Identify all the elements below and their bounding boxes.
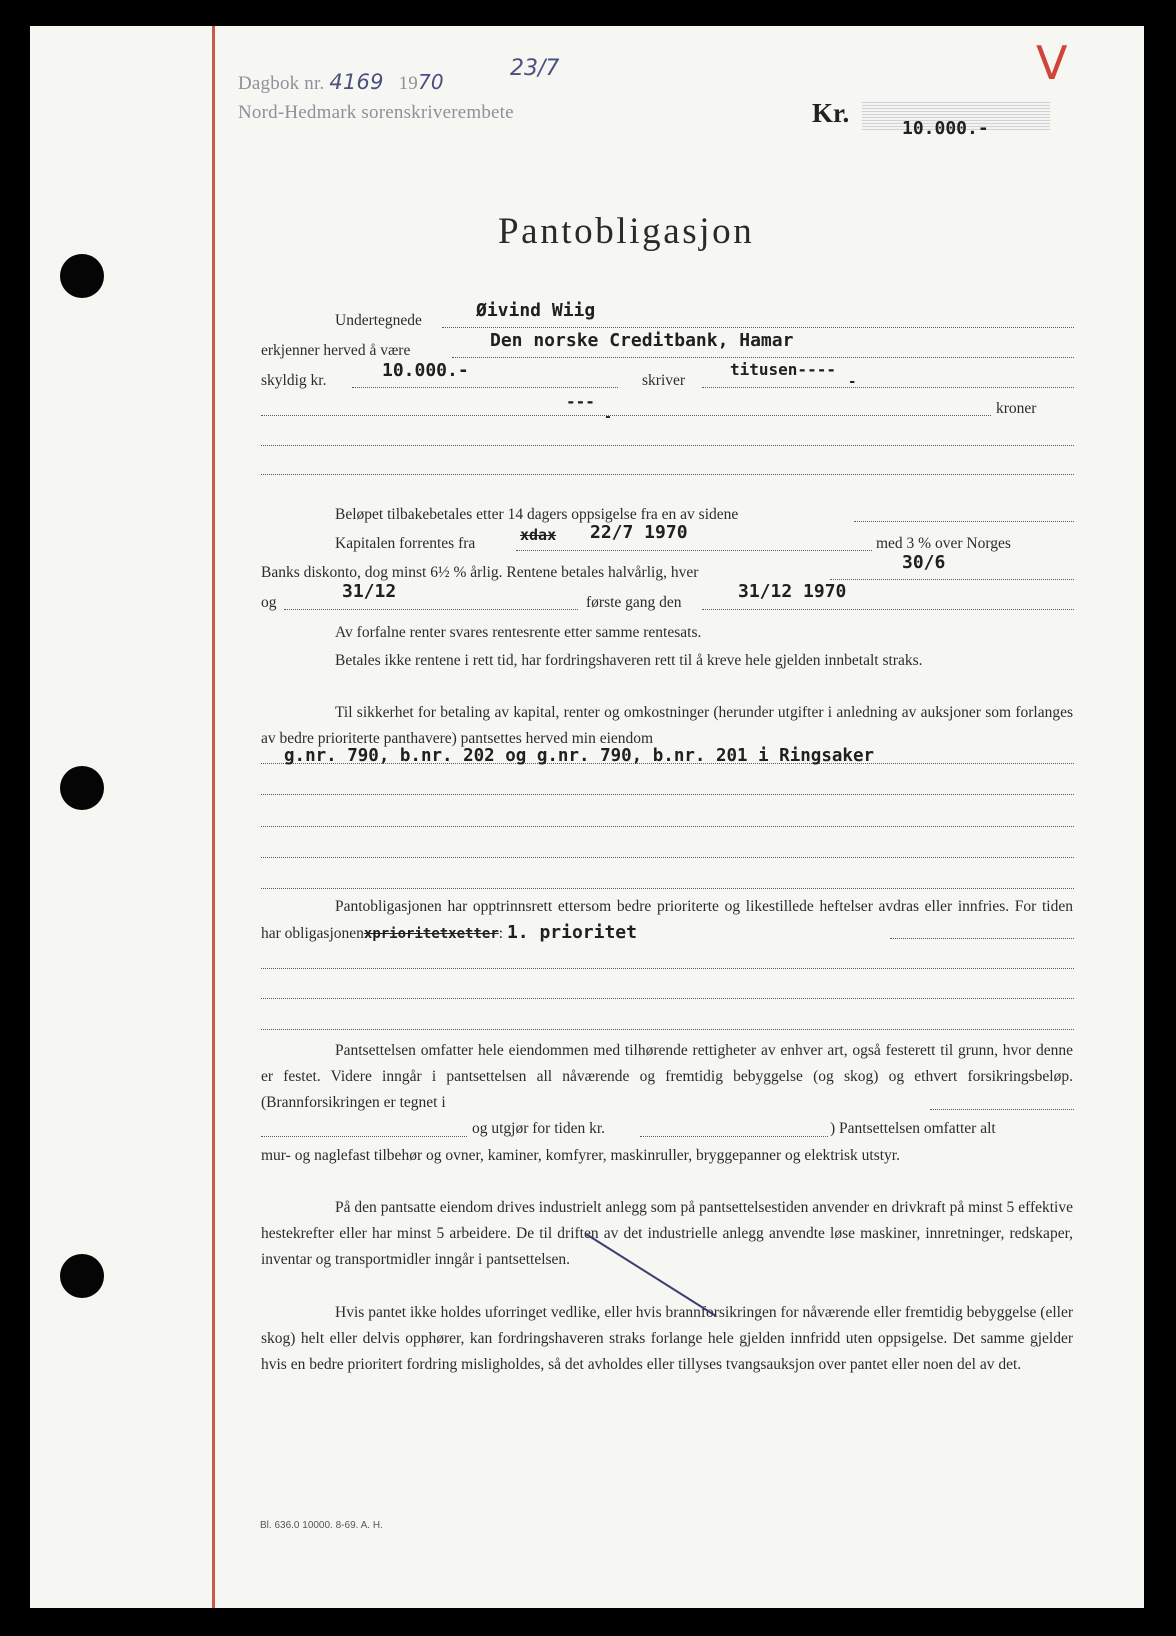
year-printed: 19	[398, 73, 418, 94]
omfatter-alt-label: ) Pantsettelsen omfatter alt	[830, 1120, 996, 1137]
skriver-label: skriver	[642, 372, 686, 389]
amount-words-dash: -	[604, 410, 612, 425]
til-sikkerhet-paragraph: Til sikkerhet for betaling av kapital, renter og omkostninger (herunder utgifter i anledning av auksjoner som forlanges av bedre prioriterte panthavere) pantsettes herved min eiendom	[261, 704, 1073, 748]
erkjenner-label: erkjenner herved å være	[261, 342, 411, 359]
kapital-rate: med 3 % over Norges	[876, 535, 1011, 552]
pantsettelsen-p2: På den pantsatte eiendom drives industrielt anlegg som på pantsettelsestiden anvender en drivkraft på minst 5 effektive hestekrefter eller har minst 5 arbeidere. De til driften av det industrielle anlegg anvendte løse maskiner, innretninger, redskaper, inventar og transportmidler inngår i pantsettelsen.	[261, 1199, 1073, 1269]
utgjor-label: og utgjør for tiden kr.	[472, 1120, 606, 1137]
dagbok-label: Dagbok nr.	[238, 73, 325, 94]
priority-struck: xprioritetxetter	[363, 926, 499, 943]
forste-label: første gang den	[586, 594, 682, 611]
kr-amount: 10.000.-	[902, 118, 989, 139]
betales-ikke-paragraph: Betales ikke rentene i rett tid, har fordringshaveren rett til å kreve hele gjelden innbetalt straks.	[335, 652, 923, 669]
undertegnede-value: Øivind Wiig	[476, 300, 596, 321]
pantsettelsen-p3: Hvis pantet ikke holdes uforringet vedlike, eller hvis brannforsikringen for nåværende eller fremtidig bebyggelse (eller skog) helt eller delvis opphører, kan fordringshaveren straks forlange hele gjelden innfridd uten oppsigelse. Det samme gjelder hvis en bedre prioritert fordring misligholdes, så det avholdes eller tillyses tvangsauksjon over pantet eller noen del av det.	[261, 1304, 1073, 1374]
property-value: g.nr. 790, b.nr. 202 og g.nr. 790, b.nr. 201 i Ringsaker	[284, 746, 875, 766]
kapital-label: Kapitalen forrentes fra	[335, 535, 476, 552]
document-title: Pantobligasjon	[498, 211, 755, 252]
skyldig-value: 10.000.-	[382, 360, 469, 381]
date-handwritten: 23/7	[510, 56, 560, 81]
pantsettelsen-p1a: Pantsettelsen omfatter hele eiendommen med tilhørende rettigheter av enhver art, også festerett til grunn, hvor denne er festet. Videre inngår i pantsettelsen all nåværende og fremtidig bebyggelse (og skog) og ethvert forsikringsbeløp. (Brannforsikringen er tegnet i	[261, 1042, 1073, 1112]
kroner-label: kroner	[996, 400, 1037, 417]
belopet-text: Beløpet tilbakebetales etter 14 dagers oppsigelse fra en av sidene	[335, 506, 739, 523]
priority-value: 1. prioritet	[506, 922, 637, 944]
pantsettelsen-p1d: mur- og naglefast tilbehør og ovner, kaminer, komfyrer, maskinruller, bryggepanner og elektrisk utstyr.	[261, 1147, 900, 1164]
undertegnede-label: Undertegnede	[335, 312, 422, 329]
priority-text: Pantobligasjonen har opptrinnsrett ettersom bedre prioriterte og likestillede heftelser avdras eller innfries. For tiden har obligasjonen	[261, 898, 1073, 943]
og-label: og	[261, 594, 277, 611]
priority-colon: :	[498, 925, 504, 943]
strike-line-overlay	[30, 26, 1144, 1608]
skyldig-label: skyldig kr.	[261, 372, 327, 389]
kr-label: Kr.	[812, 98, 850, 128]
erkjenner-value: Den norske Creditbank, Hamar	[490, 330, 794, 351]
kapital-date: 22/7 1970	[590, 522, 688, 543]
forste-value: 31/12 1970	[738, 581, 847, 602]
og-value: 31/12	[342, 581, 397, 602]
form-number: Bl. 636.0 10000. 8-69. A. H.	[260, 1520, 383, 1531]
dagbok-number: 4169	[329, 70, 384, 94]
av-forfalne-text: Av forfalne renter svares rentesrente etter samme rentesats.	[335, 624, 702, 641]
office-stamp: Nord-Hedmark sorenskriverembete	[238, 102, 514, 123]
skriver-value: titusen----	[730, 360, 836, 379]
amount-words-value: ---	[566, 392, 595, 411]
strike-line	[586, 1234, 716, 1316]
check-mark: V	[1036, 36, 1068, 90]
banks-label: Banks diskonto, dog minst 6½ % årlig. Rentene betales halvårlig, hver	[261, 564, 699, 581]
kapital-struck: xdax	[520, 526, 557, 544]
document-page	[30, 26, 1144, 1608]
skriver-dash: -	[848, 374, 857, 390]
year-handwritten: 70	[418, 70, 444, 94]
banks-value: 30/6	[902, 552, 946, 573]
